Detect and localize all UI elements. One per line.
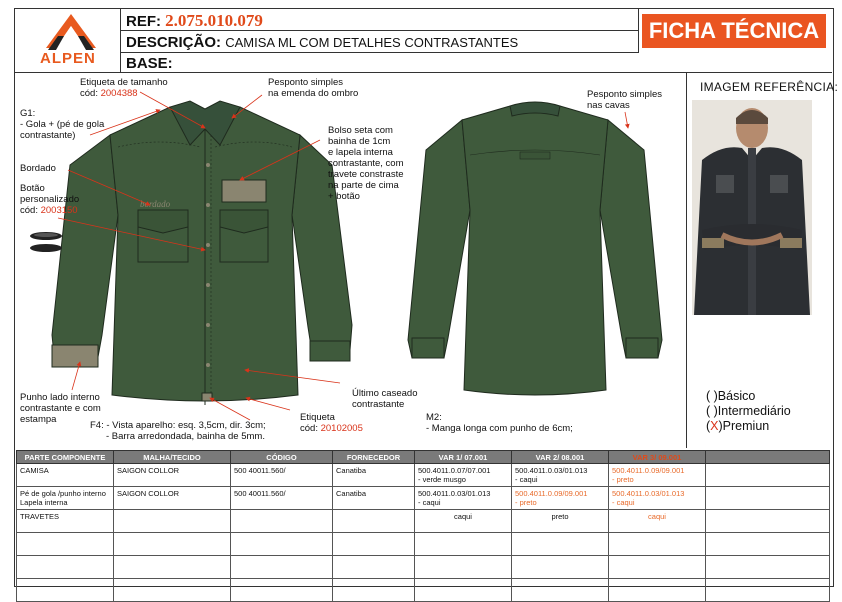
col-fornecedor: FORNECEDOR: [333, 451, 415, 464]
note-punho: Punho lado interno contrastante e com estampa: [20, 392, 101, 425]
brand-name: ALPEN: [40, 50, 96, 67]
note-pesponto-ombro: Pesponto simples na emenda do ombro: [268, 77, 359, 99]
col-codigo: CÓDIGO: [231, 451, 333, 464]
table-row: CAMISA SAIGON COLLOR 500 40011.560/ Canatiba 500.4011.0.07/07.001 - verde musgo 500.4011.0.03/01.013 - caqui 500.4011.0.09/09.001 - preto: [17, 464, 830, 487]
reference-title: IMAGEM REFERÊNCIA:: [700, 80, 839, 94]
note-f4: F4: - Vista aparelho: esq. 3,5cm, dir. 3cm; - Barra arredondada, bainha de 5mm.: [90, 420, 266, 442]
col-var3: VAR 3/ 09.001: [609, 451, 706, 464]
components-table: [16, 450, 830, 602]
ref-label: REF:: [126, 13, 161, 30]
table-row: [17, 533, 830, 556]
table-row: Pé de gola /punho interno Lapela interna SAIGON COLLOR 500 40011.560/ Canatiba 500.4011.0.03/01.013 - caqui 500.4011.0.09/09.001 - preto 500.4011.0.03/01.013 - caqui: [17, 487, 830, 510]
note-ultimo-caseado: Último caseado contrastante: [352, 388, 418, 410]
level-intermediario: ( )Intermediário: [706, 404, 791, 418]
table-header-row: [17, 451, 830, 464]
note-etiqueta: Etiqueta cód: 20102005: [300, 412, 363, 434]
note-etiqueta-tamanho: Etiqueta de tamanho cód: 2004388: [80, 77, 168, 99]
table-row: [17, 579, 830, 602]
note-bolso: Bolso seta com bainha de 1cm e lapela interna contrastante, com travete constraste na parte de cima + botão: [328, 125, 404, 202]
ref-value: 2.075.010.079: [165, 11, 263, 30]
level-premium-label: )Premiun: [718, 419, 770, 433]
col-empty: [706, 451, 830, 464]
table-row: [17, 556, 830, 579]
note-pesponto-cavas: Pesponto simples nas cavas: [587, 89, 662, 111]
table-row: TRAVETES caqui preto caqui: [17, 510, 830, 533]
note-m2: M2: - Manga longa com punho de 6cm;: [426, 412, 573, 434]
col-parte: PARTE COMPONENTE: [17, 451, 114, 464]
level-premium-mark: X: [710, 419, 719, 433]
desc-label: DESCRIÇÃO:: [126, 34, 222, 51]
level-premium-open: (: [706, 419, 711, 433]
col-malha: MALHA/TECIDO: [114, 451, 231, 464]
note-botao: Botão personalizado cód: 2003150: [20, 183, 80, 216]
note-bordado: Bordado: [20, 163, 56, 174]
ficha-tecnica-title: FICHA TÉCNICA: [642, 14, 826, 48]
note-g1: G1: - Gola + (pé de gola contrastante): [20, 108, 105, 141]
level-basico: ( )Básico: [706, 389, 756, 403]
col-var1: VAR 1/ 07.001: [415, 451, 512, 464]
base-label: BASE:: [126, 55, 173, 72]
bordado-embroidery: bordado: [140, 199, 171, 209]
desc-value: CAMISA ML COM DETALHES CONTRASTANTES: [225, 35, 519, 50]
col-var2: VAR 2/ 08.001: [512, 451, 609, 464]
